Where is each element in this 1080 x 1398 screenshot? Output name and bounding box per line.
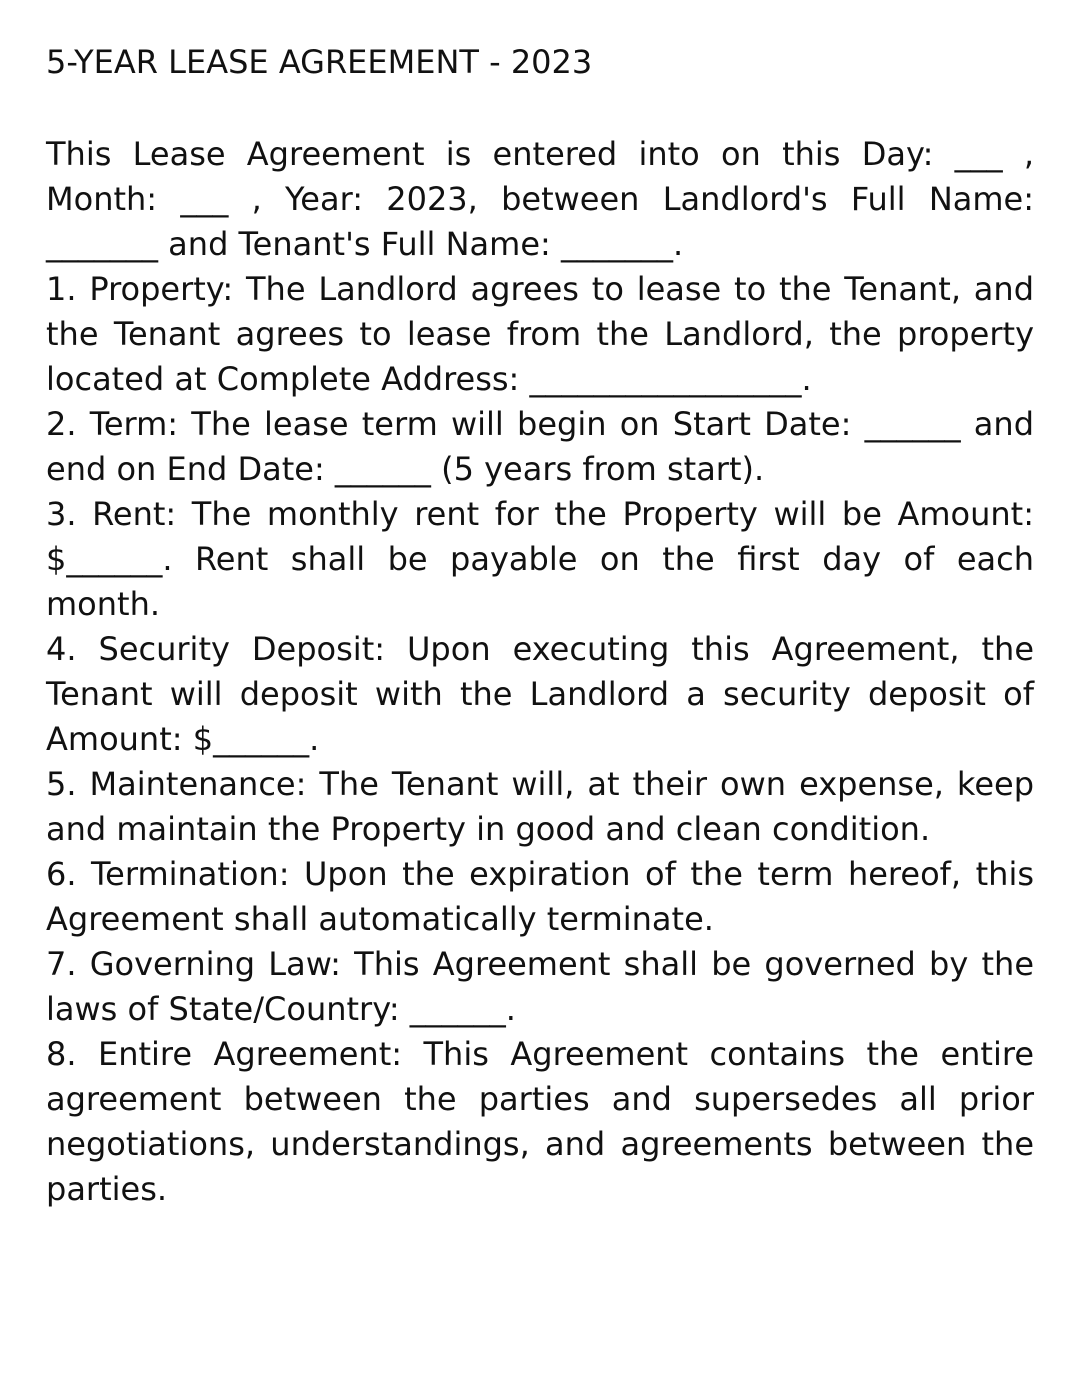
clause-security-deposit: 4. Security Deposit: Upon executing this Agreement, the Tenant will deposit with the Landlord a security deposit of Amount: $______.: [46, 630, 1034, 758]
clause-rent: 3. Rent: The monthly rent for the Property will be Amount: $______. Rent shall be payable on the first day of each month.: [46, 495, 1034, 623]
clause-maintenance: 5. Maintenance: The Tenant will, at their own expense, keep and maintain the Property in good and clean condition.: [46, 765, 1034, 848]
intro-paragraph: This Lease Agreement is entered into on this Day: ___ , Month: ___ , Year: 2023, between Landlord's Full Name: _______ and Tenant's Full Name: _______.: [46, 135, 1034, 263]
clause-entire-agreement: 8. Entire Agreement: This Agreement contains the entire agreement between the parties and supersedes all prior negotiations, understandings, and agreements between the parties.: [46, 1035, 1034, 1208]
clause-term: 2. Term: The lease term will begin on Start Date: ______ and end on End Date: ______ (5 years from start).: [46, 405, 1034, 488]
document-body: [46, 132, 1034, 1212]
document-title: 5-YEAR LEASE AGREEMENT - 2023: [46, 43, 593, 81]
clause-property: 1. Property: The Landlord agrees to lease to the Tenant, and the Tenant agrees to lease from the Landlord, the property located at Complete Address: _________________.: [46, 270, 1034, 398]
clause-termination: 6. Termination: Upon the expiration of the term hereof, this Agreement shall automatically terminate.: [46, 855, 1034, 938]
clause-governing-law: 7. Governing Law: This Agreement shall be governed by the laws of State/Country: ______.: [46, 945, 1034, 1028]
